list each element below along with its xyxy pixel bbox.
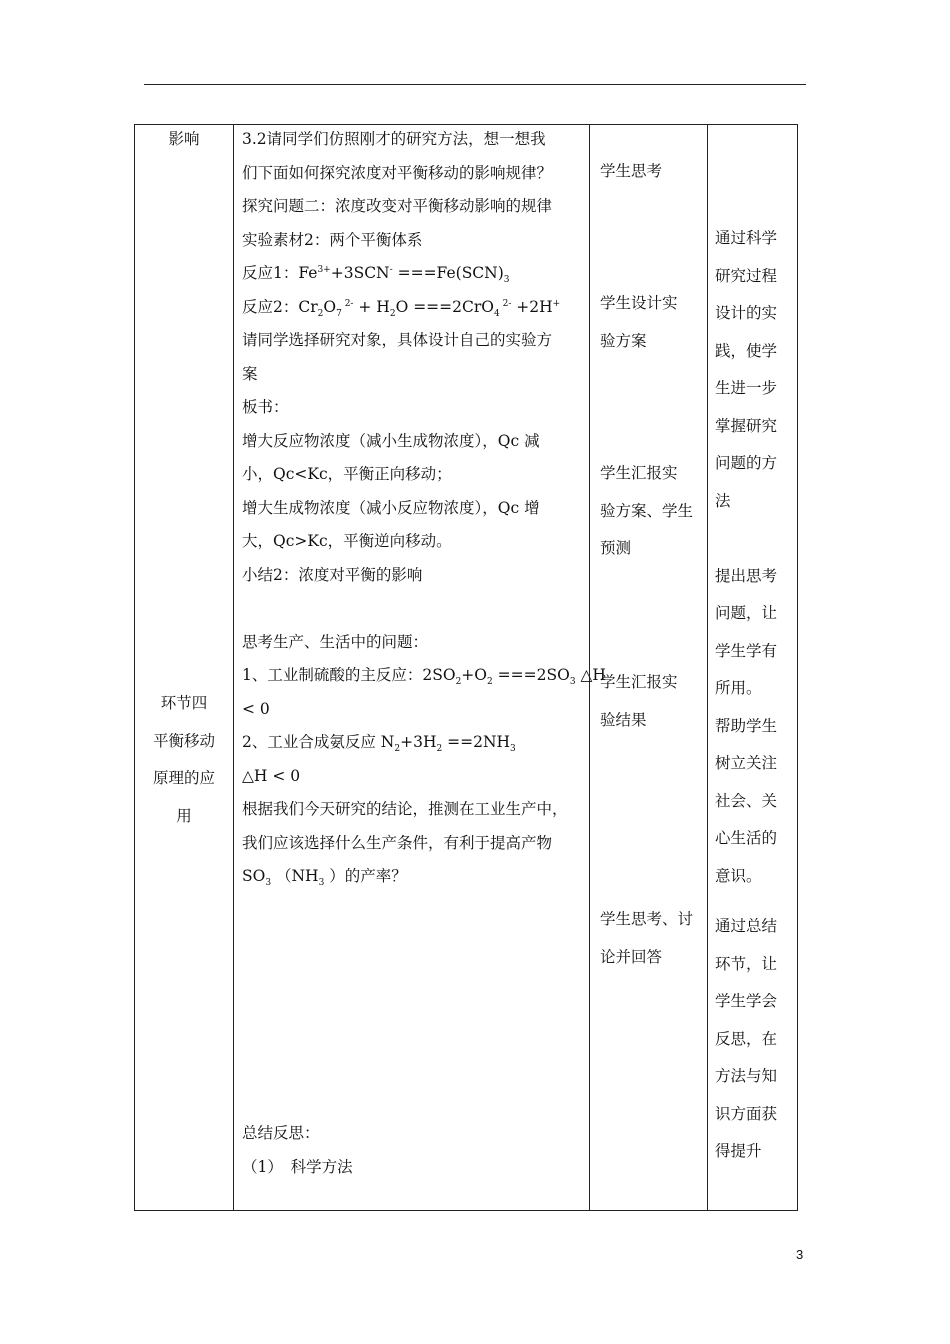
page-number: 3 bbox=[796, 1247, 804, 1262]
stage-cell-top bbox=[135, 123, 233, 157]
text-line: △H < 0 bbox=[242, 766, 301, 785]
text-line: < 0 bbox=[242, 699, 270, 718]
text-line: 小，Qc<Kc，平衡正向移动； bbox=[242, 465, 452, 483]
text-line: 树立关注 bbox=[715, 754, 778, 772]
text-line: 我们应该选择什么生产条件，有利于提高产物 bbox=[242, 833, 553, 852]
text-line: 板书： bbox=[242, 398, 289, 416]
text-line: 设计的实 bbox=[715, 304, 778, 322]
student-activity-d bbox=[600, 664, 708, 739]
text-line: 学生设计实 bbox=[600, 294, 678, 312]
design-intent-c bbox=[715, 908, 793, 1171]
text-line: 得提升 bbox=[715, 1142, 762, 1160]
text-line: 学生学会 bbox=[715, 992, 778, 1010]
text-line: 识方面获 bbox=[715, 1104, 778, 1123]
text-line: 增大生成物浓度（减小反应物浓度），Qc 增 bbox=[242, 498, 540, 517]
text-line: 思考生产、生活中的问题： bbox=[242, 632, 429, 651]
text-line: 帮助学生 bbox=[715, 716, 778, 735]
text-line: 们下面如何探究浓度对平衡移动的影响规律？ bbox=[242, 163, 553, 182]
text-line: 问题的方 bbox=[715, 454, 778, 472]
column-divider bbox=[233, 125, 234, 1210]
text-line: 研究过程 bbox=[715, 266, 778, 285]
student-activity-a bbox=[600, 153, 708, 191]
text-line: 通过总结 bbox=[715, 917, 778, 935]
header-rule bbox=[144, 84, 806, 85]
text-line: 小结2：浓度对平衡的影响 bbox=[242, 565, 423, 584]
stage-title: 原理的应 bbox=[152, 769, 215, 787]
text-line: 增大反应物浓度（减小生成物浓度），Qc 减 bbox=[242, 431, 540, 450]
reaction-sulfuric: 1、工业制硫酸的主反应：$2SO_2+O_2 ===2SO_3$ △H bbox=[242, 666, 606, 688]
text-line: 预测 bbox=[600, 539, 632, 557]
student-activity-c bbox=[600, 455, 708, 568]
text-line: 论并回答 bbox=[600, 947, 663, 966]
teacher-activity-summary bbox=[242, 1117, 587, 1184]
spacer bbox=[242, 592, 587, 626]
text-line: 3.2请同学们仿照刚才的研究方法，想一想我 bbox=[242, 130, 546, 148]
text-line: 验结果 bbox=[600, 710, 647, 729]
product-question: $SO_3$ （$NH_3$ ）的产率？ bbox=[242, 867, 407, 889]
text-line: （1） 科学方法 bbox=[242, 1157, 353, 1176]
text-line: 学生汇报实 bbox=[600, 464, 678, 482]
text-line: 生进一步 bbox=[715, 379, 778, 397]
reaction-2: 反应2：$Cr_2O_7$ $^{2-} + H_2O ===2CrO_4$ $^{2-}$ +2H+ bbox=[242, 297, 561, 319]
text-line: 方法与知 bbox=[715, 1067, 778, 1085]
text-line: 意识。 bbox=[715, 866, 762, 885]
text-line: 总结反思： bbox=[242, 1124, 320, 1142]
text-line: 心生活的 bbox=[715, 829, 778, 847]
stage-title: 平衡移动 bbox=[152, 731, 215, 750]
stage-cell-four bbox=[135, 685, 233, 835]
text-line: 请同学选择研究对象，具体设计自己的实验方 bbox=[242, 331, 553, 349]
design-intent-a bbox=[715, 220, 793, 895]
text-line: 反思，在 bbox=[715, 1029, 778, 1048]
text-line: 学生思考、讨 bbox=[600, 910, 694, 928]
teacher-activity-cell bbox=[242, 123, 606, 894]
text-line: 通过科学 bbox=[715, 229, 778, 247]
reaction-ammonia: 2、工业合成氨反应 $N_2+3H_2 ==2NH_3$ bbox=[242, 733, 516, 755]
text-line: 实验素材2：两个平衡体系 bbox=[242, 230, 423, 249]
text-line: 案 bbox=[242, 364, 258, 383]
stage-title: 环节四 bbox=[160, 694, 208, 712]
text-line: 学生学有 bbox=[715, 641, 778, 660]
text-line: 根据我们今天研究的结论，推测在工业生产中， bbox=[242, 800, 568, 818]
text-line: 社会、关 bbox=[715, 791, 778, 810]
text-line: 验方案 bbox=[600, 331, 647, 350]
stage-title: 用 bbox=[176, 806, 192, 825]
text-line: 所用。 bbox=[715, 679, 762, 697]
spacer bbox=[715, 520, 793, 558]
text-line: 学生汇报实 bbox=[600, 673, 678, 691]
text-line: 法 bbox=[715, 491, 731, 510]
text-line: 问题，让 bbox=[715, 604, 778, 622]
student-activity-b bbox=[600, 285, 708, 360]
text-line: 践，使学 bbox=[715, 341, 778, 360]
text-line: 学生思考 bbox=[600, 162, 663, 180]
text-line: 大，Qc>Kc，平衡逆向移动。 bbox=[242, 532, 452, 550]
student-activity-e bbox=[600, 901, 708, 976]
reaction-1: 反应1：$Fe^{3+}+3SCN^- ===Fe(SCN)_3$ bbox=[242, 264, 510, 286]
lesson-plan-table bbox=[134, 124, 798, 1211]
text-line: 探究问题二：浓度改变对平衡移动影响的规律 bbox=[242, 197, 553, 215]
text-line: 验方案、学生 bbox=[600, 501, 694, 520]
text-line: 掌握研究 bbox=[715, 416, 778, 435]
text-line: 环节，让 bbox=[715, 954, 778, 973]
stage-label-top: 影响 bbox=[168, 130, 200, 148]
text-line: 提出思考 bbox=[715, 566, 778, 585]
